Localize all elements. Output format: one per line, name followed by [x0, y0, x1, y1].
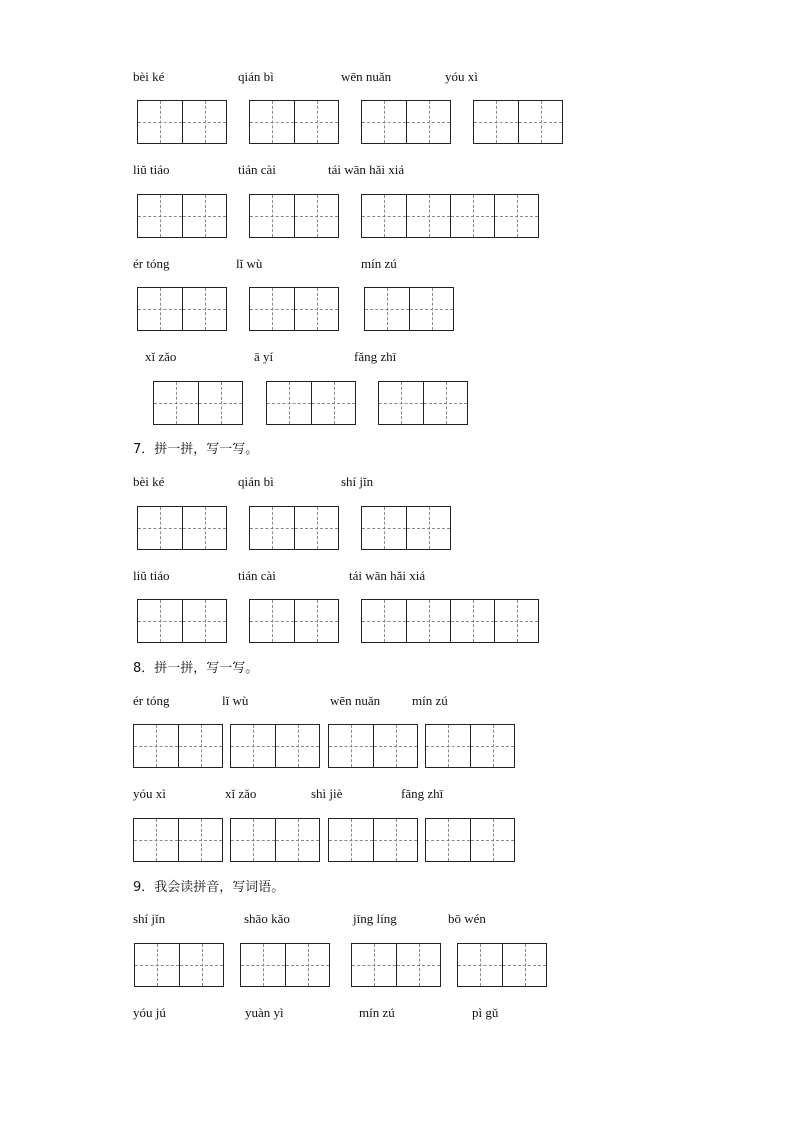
pinyin-label: yuàn yì: [245, 1005, 284, 1020]
question-title: 9．我会读拼音，写词语。: [133, 880, 285, 895]
writing-grid[interactable]: [153, 381, 243, 425]
pinyin-label: ā yí: [254, 349, 274, 364]
pinyin-label: yóu jú: [133, 1005, 166, 1020]
writing-grid[interactable]: [328, 724, 418, 768]
pinyin-label: yóu xì: [445, 69, 478, 84]
writing-grid[interactable]: [425, 724, 515, 768]
pinyin-label: wēn nuǎn: [330, 693, 381, 708]
writing-grid[interactable]: [425, 818, 515, 862]
pinyin-label: bèi ké: [133, 69, 165, 84]
pinyin-label: shāo kǎo: [244, 911, 290, 926]
writing-grid[interactable]: [249, 100, 339, 144]
pinyin-label: jīng líng: [353, 911, 397, 926]
pinyin-label: qián bì: [238, 474, 274, 489]
writing-grid[interactable]: [266, 381, 356, 425]
pinyin-label: xǐ zǎo: [145, 349, 177, 364]
writing-grid[interactable]: [134, 943, 224, 987]
writing-grid[interactable]: [378, 381, 468, 425]
writing-grid[interactable]: [240, 943, 330, 987]
pinyin-label: liǔ tiáo: [133, 568, 170, 583]
writing-grid[interactable]: [361, 194, 539, 238]
writing-grid[interactable]: [249, 194, 339, 238]
pinyin-label: fǎng zhī: [354, 349, 397, 364]
writing-grid[interactable]: [249, 287, 339, 331]
pinyin-label: ér tóng: [133, 693, 170, 708]
pinyin-label: fǎng zhī: [401, 786, 444, 801]
writing-grid[interactable]: [473, 100, 563, 144]
pinyin-label: shí jǐn: [341, 474, 374, 489]
writing-grid[interactable]: [351, 943, 441, 987]
writing-grid[interactable]: [361, 599, 539, 643]
writing-grid[interactable]: [361, 506, 451, 550]
pinyin-label: ér tóng: [133, 256, 170, 271]
pinyin-label: mín zú: [361, 256, 397, 271]
writing-grid[interactable]: [137, 194, 227, 238]
writing-grid[interactable]: [328, 818, 418, 862]
pinyin-label: yóu xì: [133, 786, 166, 801]
pinyin-label: lǐ wù: [222, 693, 249, 708]
pinyin-label: lǐ wù: [236, 256, 263, 271]
pinyin-label: pì gǔ: [472, 1005, 499, 1020]
writing-grid[interactable]: [133, 818, 223, 862]
writing-grid[interactable]: [137, 287, 227, 331]
pinyin-label: bō wén: [448, 911, 486, 926]
writing-grid[interactable]: [137, 100, 227, 144]
writing-grid[interactable]: [137, 506, 227, 550]
writing-grid[interactable]: [364, 287, 454, 331]
pinyin-label: xǐ zǎo: [225, 786, 257, 801]
pinyin-label: tián cài: [238, 568, 276, 583]
writing-grid[interactable]: [230, 724, 320, 768]
question-title: 8．拼一拼，写一写。: [133, 661, 259, 676]
writing-grid[interactable]: [230, 818, 320, 862]
writing-grid[interactable]: [137, 599, 227, 643]
pinyin-label: mín zú: [359, 1005, 395, 1020]
writing-grid[interactable]: [457, 943, 547, 987]
pinyin-label: tái wān hǎi xiá: [349, 568, 426, 583]
writing-grid[interactable]: [133, 724, 223, 768]
question-title: 7．拼一拼，写一写。: [133, 442, 259, 457]
pinyin-label: bèi ké: [133, 474, 165, 489]
pinyin-label: shì jiè: [311, 786, 343, 801]
pinyin-label: qián bì: [238, 69, 274, 84]
writing-grid[interactable]: [361, 100, 451, 144]
writing-grid[interactable]: [249, 599, 339, 643]
pinyin-label: mín zú: [412, 693, 448, 708]
writing-grid[interactable]: [249, 506, 339, 550]
pinyin-label: tián cài: [238, 162, 276, 177]
pinyin-label: liǔ tiáo: [133, 162, 170, 177]
pinyin-label: wēn nuǎn: [341, 69, 392, 84]
pinyin-label: tái wān hǎi xiá: [328, 162, 405, 177]
pinyin-label: shí jǐn: [133, 911, 166, 926]
